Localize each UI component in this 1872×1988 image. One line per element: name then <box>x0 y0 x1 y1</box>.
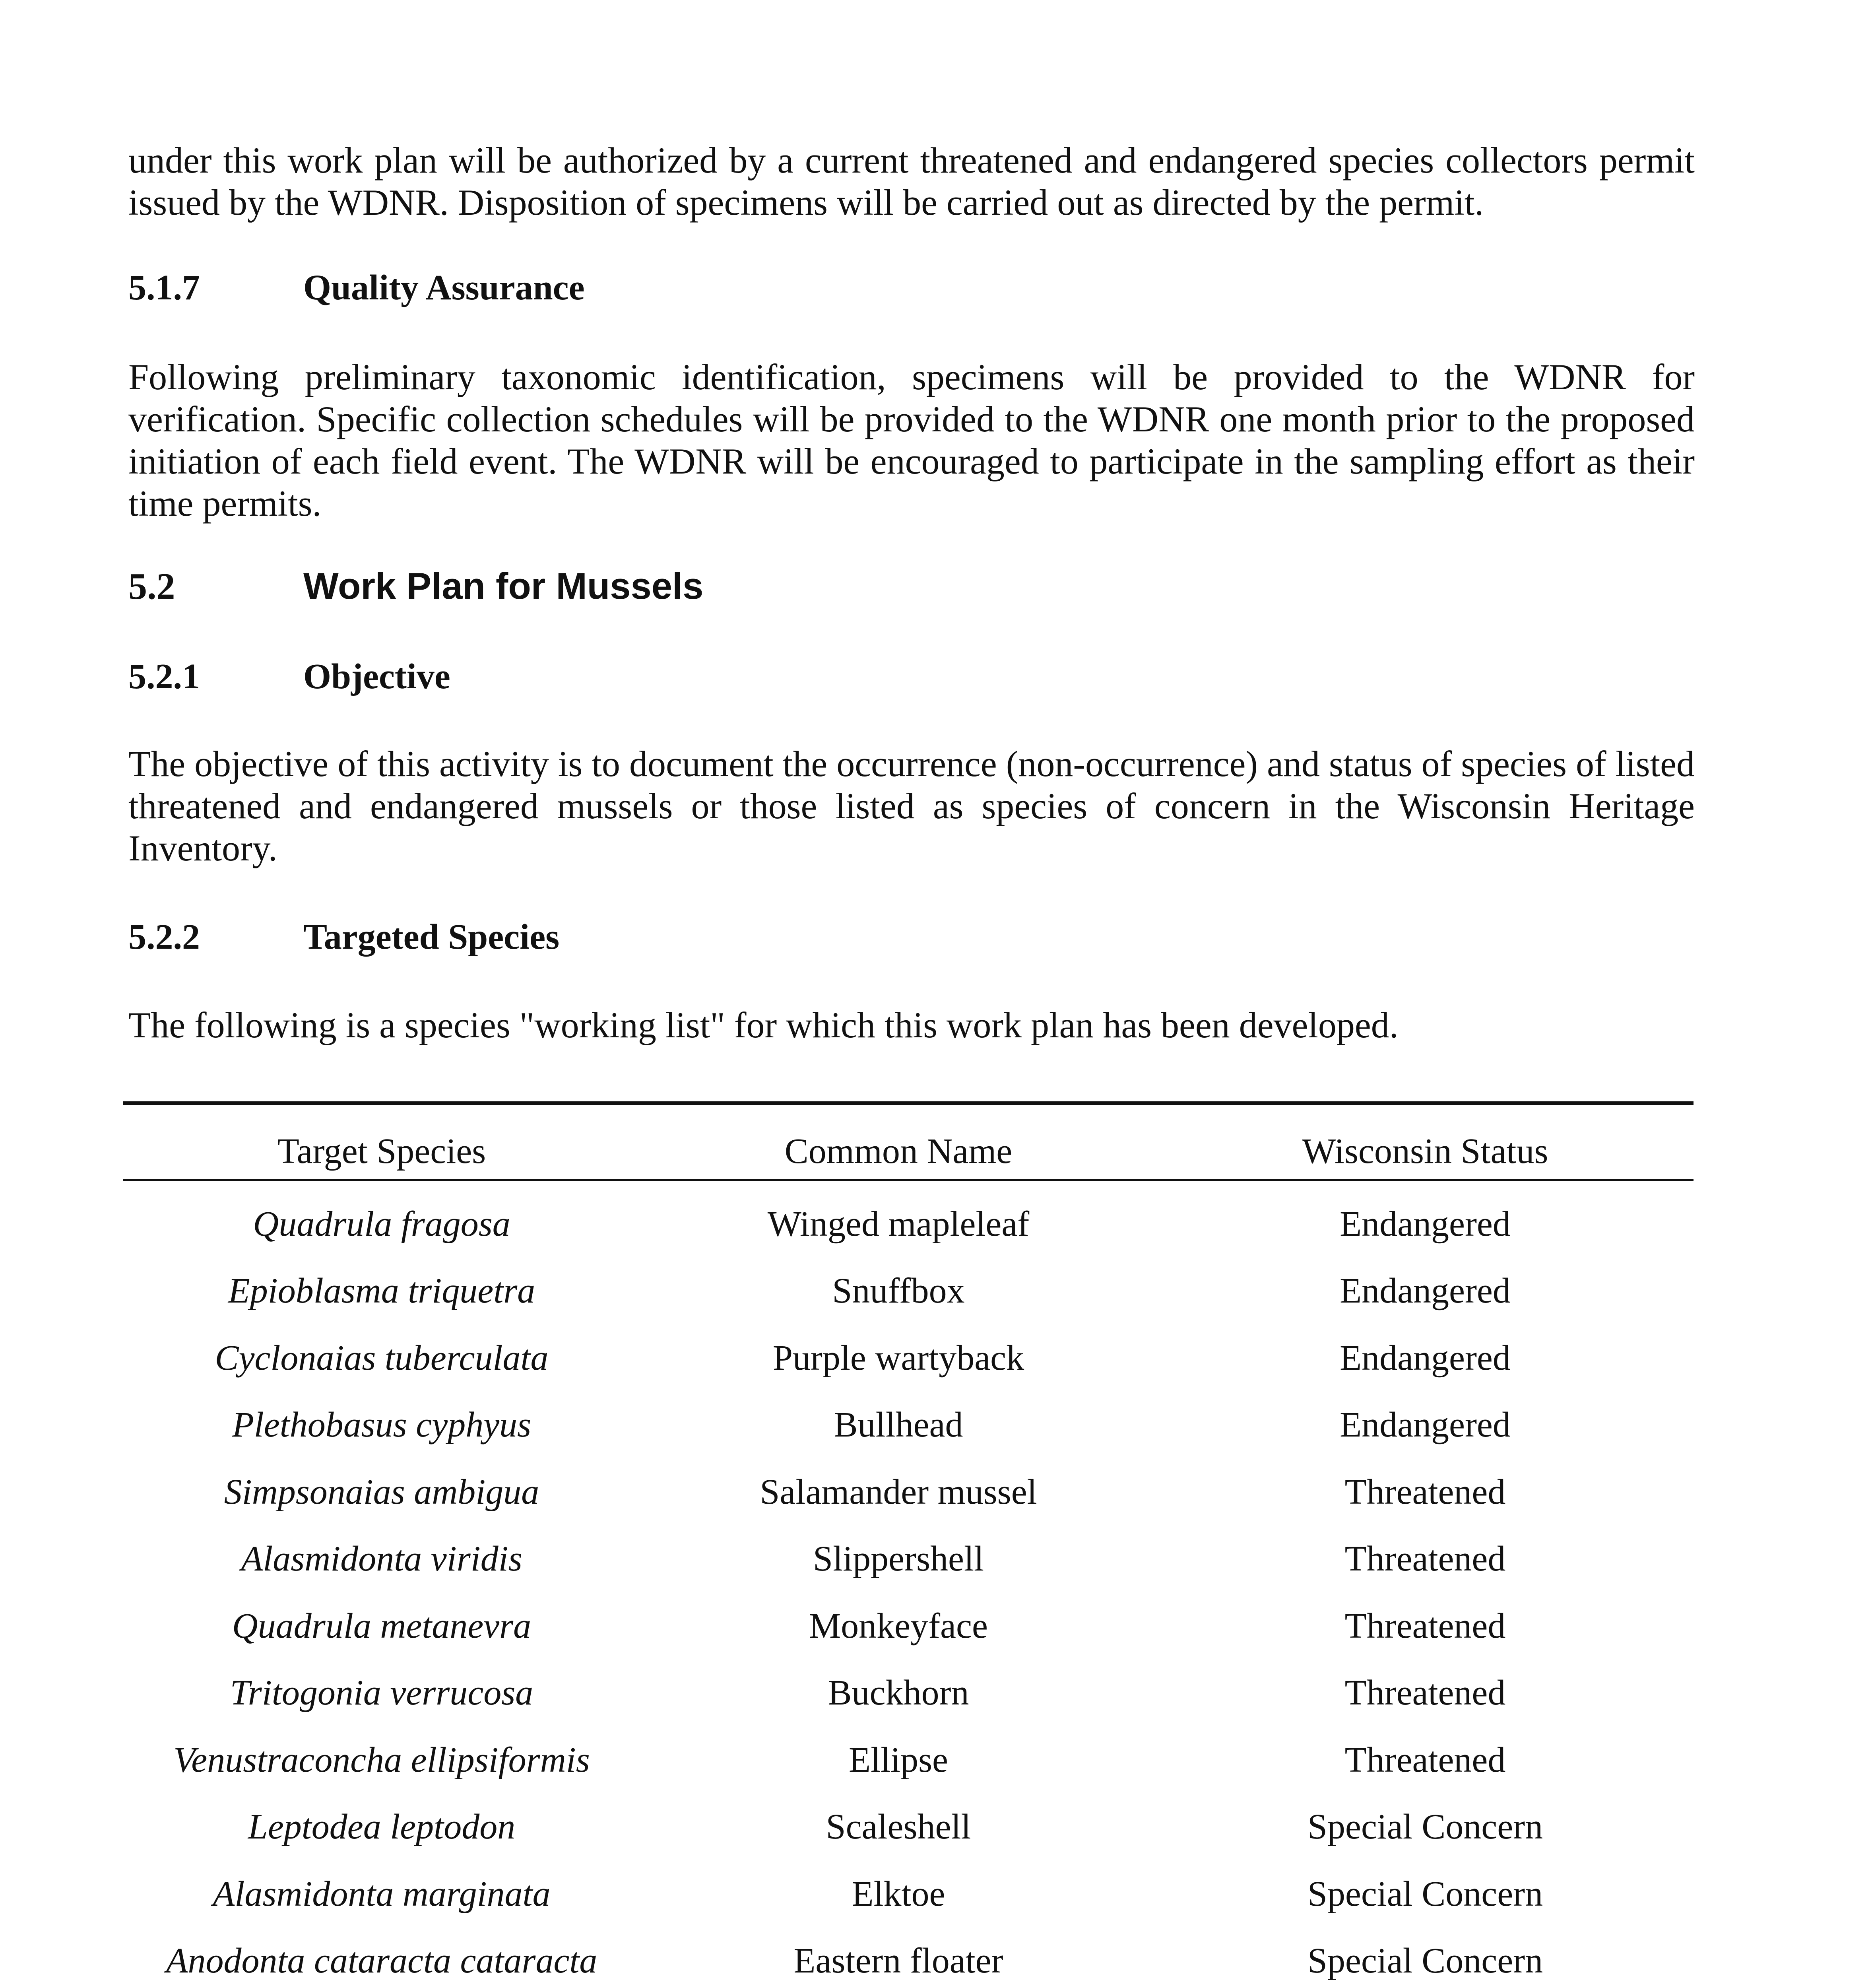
column-header-common-name: Common Name <box>784 1131 1013 1171</box>
common-name-cell: Winged mapleleaf <box>767 1204 1030 1244</box>
target-species-cell: Anodonta cataracta cataracta <box>166 1941 597 1981</box>
section-5-2-2-heading <box>128 916 559 957</box>
section-title: Targeted Species <box>303 917 560 957</box>
objective-paragraph: The objective of this activity is to document the occurrence (non-occurrence) and status of species of listed threatened and endangered mussels or those listed as species of concern in the Wisconsin Heritage Inventory. <box>128 744 1695 868</box>
target-species-cell: Alasmidonta marginata <box>213 1874 551 1914</box>
common-name-cell: Ellipse <box>849 1740 948 1780</box>
table-row <box>123 1324 1694 1392</box>
wisconsin-status-cell: Endangered <box>1340 1338 1511 1378</box>
target-species-cell: Leptodea leptodon <box>248 1807 516 1847</box>
common-name-cell: Buckhorn <box>828 1673 969 1713</box>
table-row <box>123 1526 1694 1593</box>
table-row <box>123 1190 1694 1258</box>
common-name-cell: Eastern floater <box>793 1941 1003 1981</box>
common-name-cell: Monkeyface <box>809 1606 988 1646</box>
section-5-1-7-heading <box>128 267 585 308</box>
species-table <box>123 1121 1694 1988</box>
section-5-2-1-heading <box>128 656 450 697</box>
target-species-cell: Epioblasma triquetra <box>228 1271 535 1311</box>
section-title: Objective <box>303 657 450 696</box>
section-number: 5.2.1 <box>128 657 200 696</box>
wisconsin-status-cell: Endangered <box>1340 1204 1511 1244</box>
wisconsin-status-cell: Special Concern <box>1307 1874 1543 1914</box>
target-species-cell: Simpsonaias ambigua <box>224 1472 539 1512</box>
common-name-cell: Bullhead <box>834 1405 963 1445</box>
common-name-cell: Snuffbox <box>832 1271 965 1311</box>
target-species-cell: Tritogonia verrucosa <box>230 1673 533 1713</box>
common-name-cell: Salamander mussel <box>760 1472 1037 1512</box>
target-species-cell: Cyclonaias tuberculata <box>215 1338 549 1378</box>
targeted-species-paragraph: The following is a species "working list" for which this work plan has been developed. <box>128 1005 1399 1045</box>
quality-assurance-paragraph: Following preliminary taxonomic identification, specimens will be provided to the WDNR for verification. Specific collection schedules will be provided to the WDNR one month prior to the proposed initiation of each field event. The WDNR will be encouraged to participate in the sampling effort as their time permits. <box>128 357 1695 524</box>
section-number: 5.1.7 <box>128 268 200 307</box>
table-row <box>123 1726 1694 1794</box>
wisconsin-status-cell: Threatened <box>1344 1606 1506 1646</box>
column-header-target-species: Target Species <box>277 1131 486 1171</box>
section-title: Quality Assurance <box>303 268 585 307</box>
target-species-cell: Alasmidonta viridis <box>241 1539 522 1579</box>
section-title: Work Plan for Mussels <box>303 565 704 607</box>
species-table-body <box>123 1190 1694 1988</box>
wisconsin-status-cell: Threatened <box>1344 1673 1506 1713</box>
common-name-cell: Slippershell <box>813 1539 984 1579</box>
table-row <box>123 1592 1694 1660</box>
wisconsin-status-cell: Special Concern <box>1307 1941 1543 1981</box>
target-species-cell: Plethobasus cyphyus <box>232 1405 532 1445</box>
common-name-cell: Elktoe <box>852 1874 945 1914</box>
table-row <box>123 1392 1694 1459</box>
intro-paragraph: under this work plan will be authorized by a current threatened and endangered species collectors permit issued by the WDNR. Disposition of specimens will be carried out as directed by the permit. <box>128 140 1695 223</box>
table-header-row <box>123 1121 1694 1181</box>
section-number: 5.2.2 <box>128 917 200 957</box>
wisconsin-status-cell: Threatened <box>1344 1740 1506 1780</box>
table-top-rule <box>123 1101 1694 1105</box>
table-row <box>123 1458 1694 1526</box>
wisconsin-status-cell: Threatened <box>1344 1472 1506 1512</box>
section-5-2-heading <box>128 565 703 608</box>
wisconsin-status-cell: Threatened <box>1344 1539 1506 1579</box>
common-name-cell: Scaleshell <box>826 1807 971 1847</box>
wisconsin-status-cell: Endangered <box>1340 1271 1511 1311</box>
target-species-cell: Quadrula fragosa <box>253 1204 510 1244</box>
target-species-cell: Quadrula metanevra <box>232 1606 532 1646</box>
table-row <box>123 1794 1694 1861</box>
table-row <box>123 1660 1694 1727</box>
wisconsin-status-cell: Endangered <box>1340 1405 1511 1445</box>
table-row <box>123 1258 1694 1325</box>
common-name-cell: Purple wartyback <box>772 1338 1024 1378</box>
wisconsin-status-cell: Special Concern <box>1307 1807 1543 1847</box>
column-header-wisconsin-status: Wisconsin Status <box>1302 1131 1548 1171</box>
section-number: 5.2 <box>128 566 175 607</box>
table-row <box>123 1860 1694 1928</box>
table-row <box>123 1928 1694 1988</box>
target-species-cell: Venustraconcha ellipsiformis <box>173 1740 590 1780</box>
